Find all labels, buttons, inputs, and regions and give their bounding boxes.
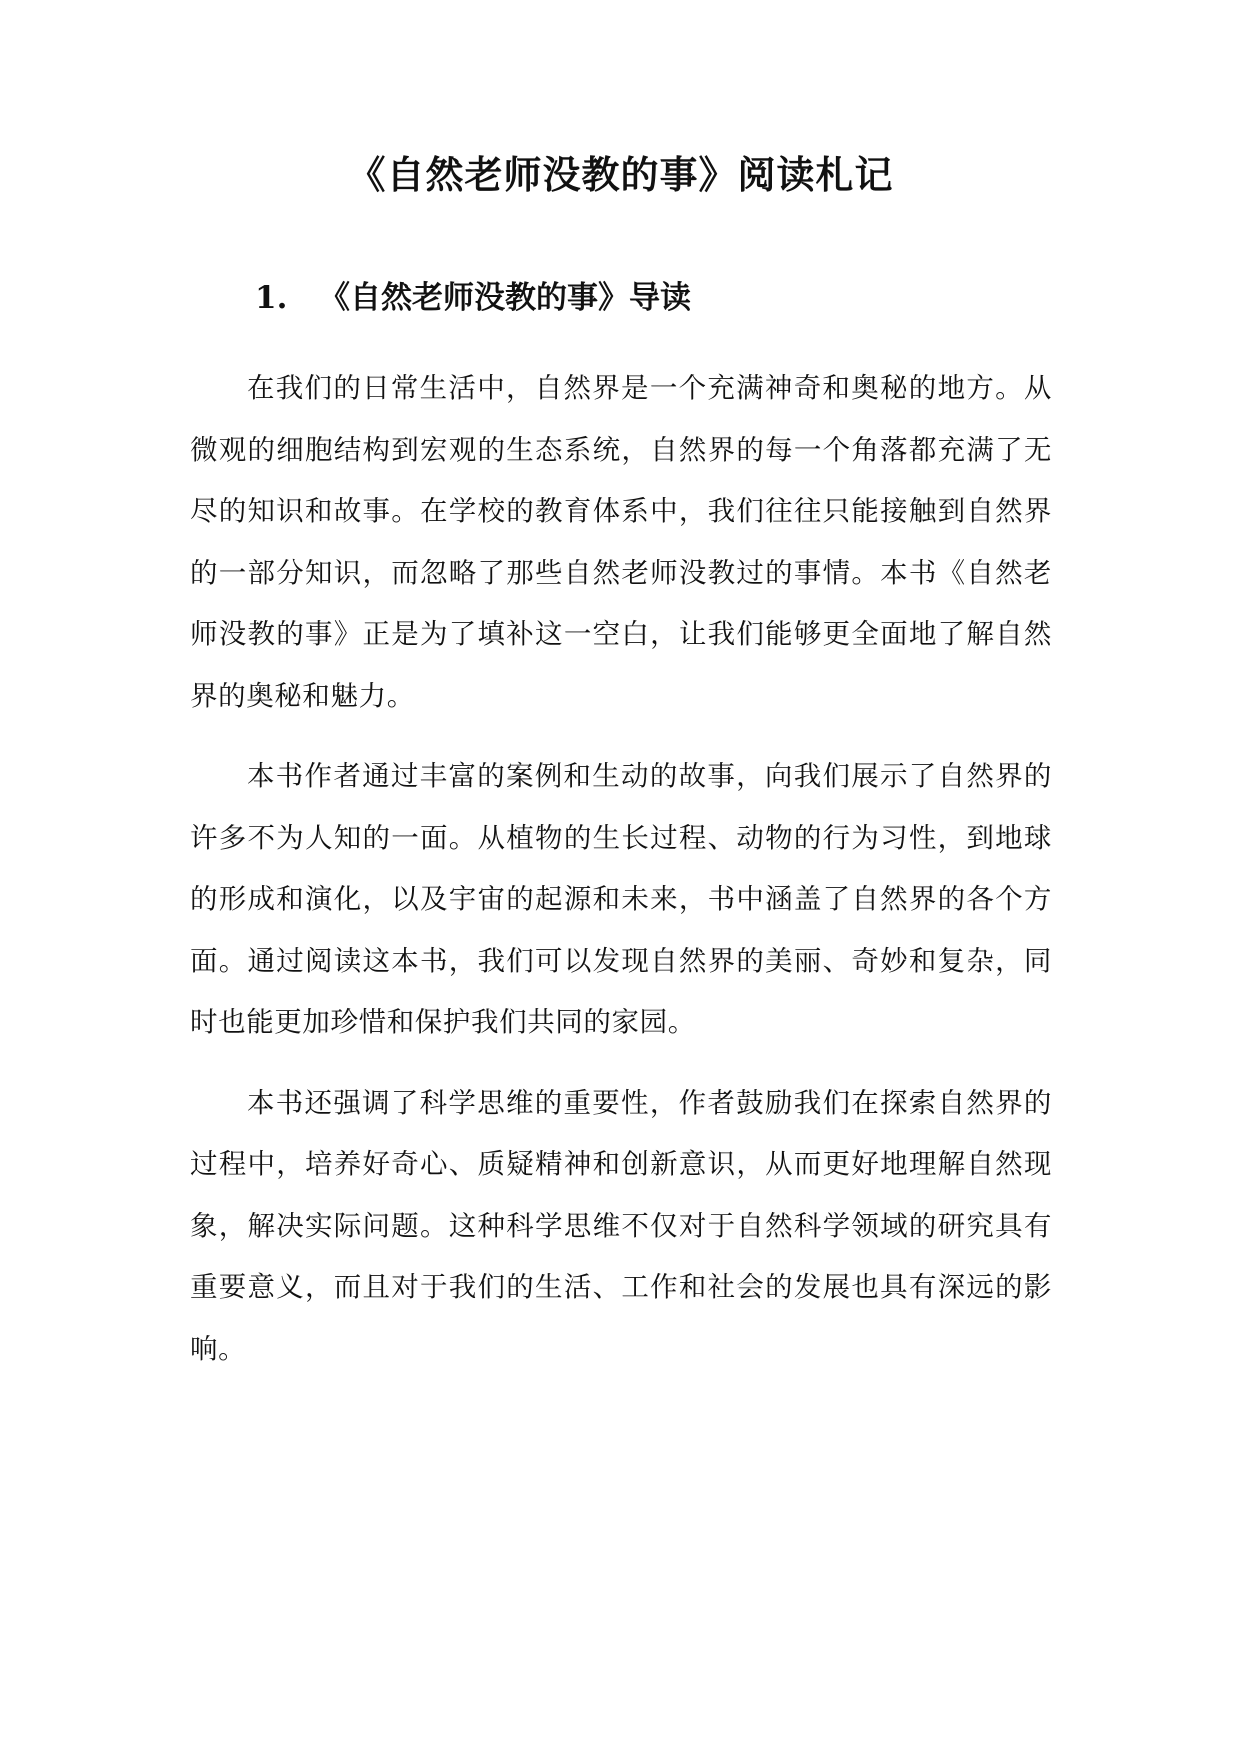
section-heading-text: 《自然老师没教的事》导读 <box>319 280 691 316</box>
section-heading <box>255 273 691 323</box>
document-title: 《自然老师没教的事》阅读札记 <box>347 152 894 197</box>
body-text <box>190 358 1052 1399</box>
paragraph: 本书还强调了科学思维的重要性，作者鼓励我们在探索自然界的过程中，培养好奇心、质疑精神和创新意识，从而更好地理解自然现象，解决实际问题。这种科学思维不仅对于自然科学领域的研究具有重要意义，而且对于我们的生活、工作和社会的发展也具有深远的影响。 <box>190 1086 1052 1365</box>
paragraph: 在我们的日常生活中，自然界是一个充满神奇和奥秘的地方。从微观的细胞结构到宏观的生态系统，自然界的每一个角落都充满了无尽的知识和故事。在学校的教育体系中，我们往往只能接触到自然界的一部分知识，而忽略了那些自然老师没教过的事情。本书《自然老师没教的事》正是为了填补这一空白，让我们能够更全面地了解自然界的奥秘和魅力。 <box>190 372 1052 712</box>
paragraph: 本书作者通过丰富的案例和生动的故事，向我们展示了自然界的许多不为人知的一面。从植物的生长过程、动物的行为习性，到地球的形成和演化，以及宇宙的起源和未来，书中涵盖了自然界的各个方面。通过阅读这本书，我们可以发现自然界的美丽、奇妙和复杂，同时也能更加珍惜和保护我们共同的家园。 <box>190 760 1052 1038</box>
section-number: 1. <box>255 280 288 316</box>
